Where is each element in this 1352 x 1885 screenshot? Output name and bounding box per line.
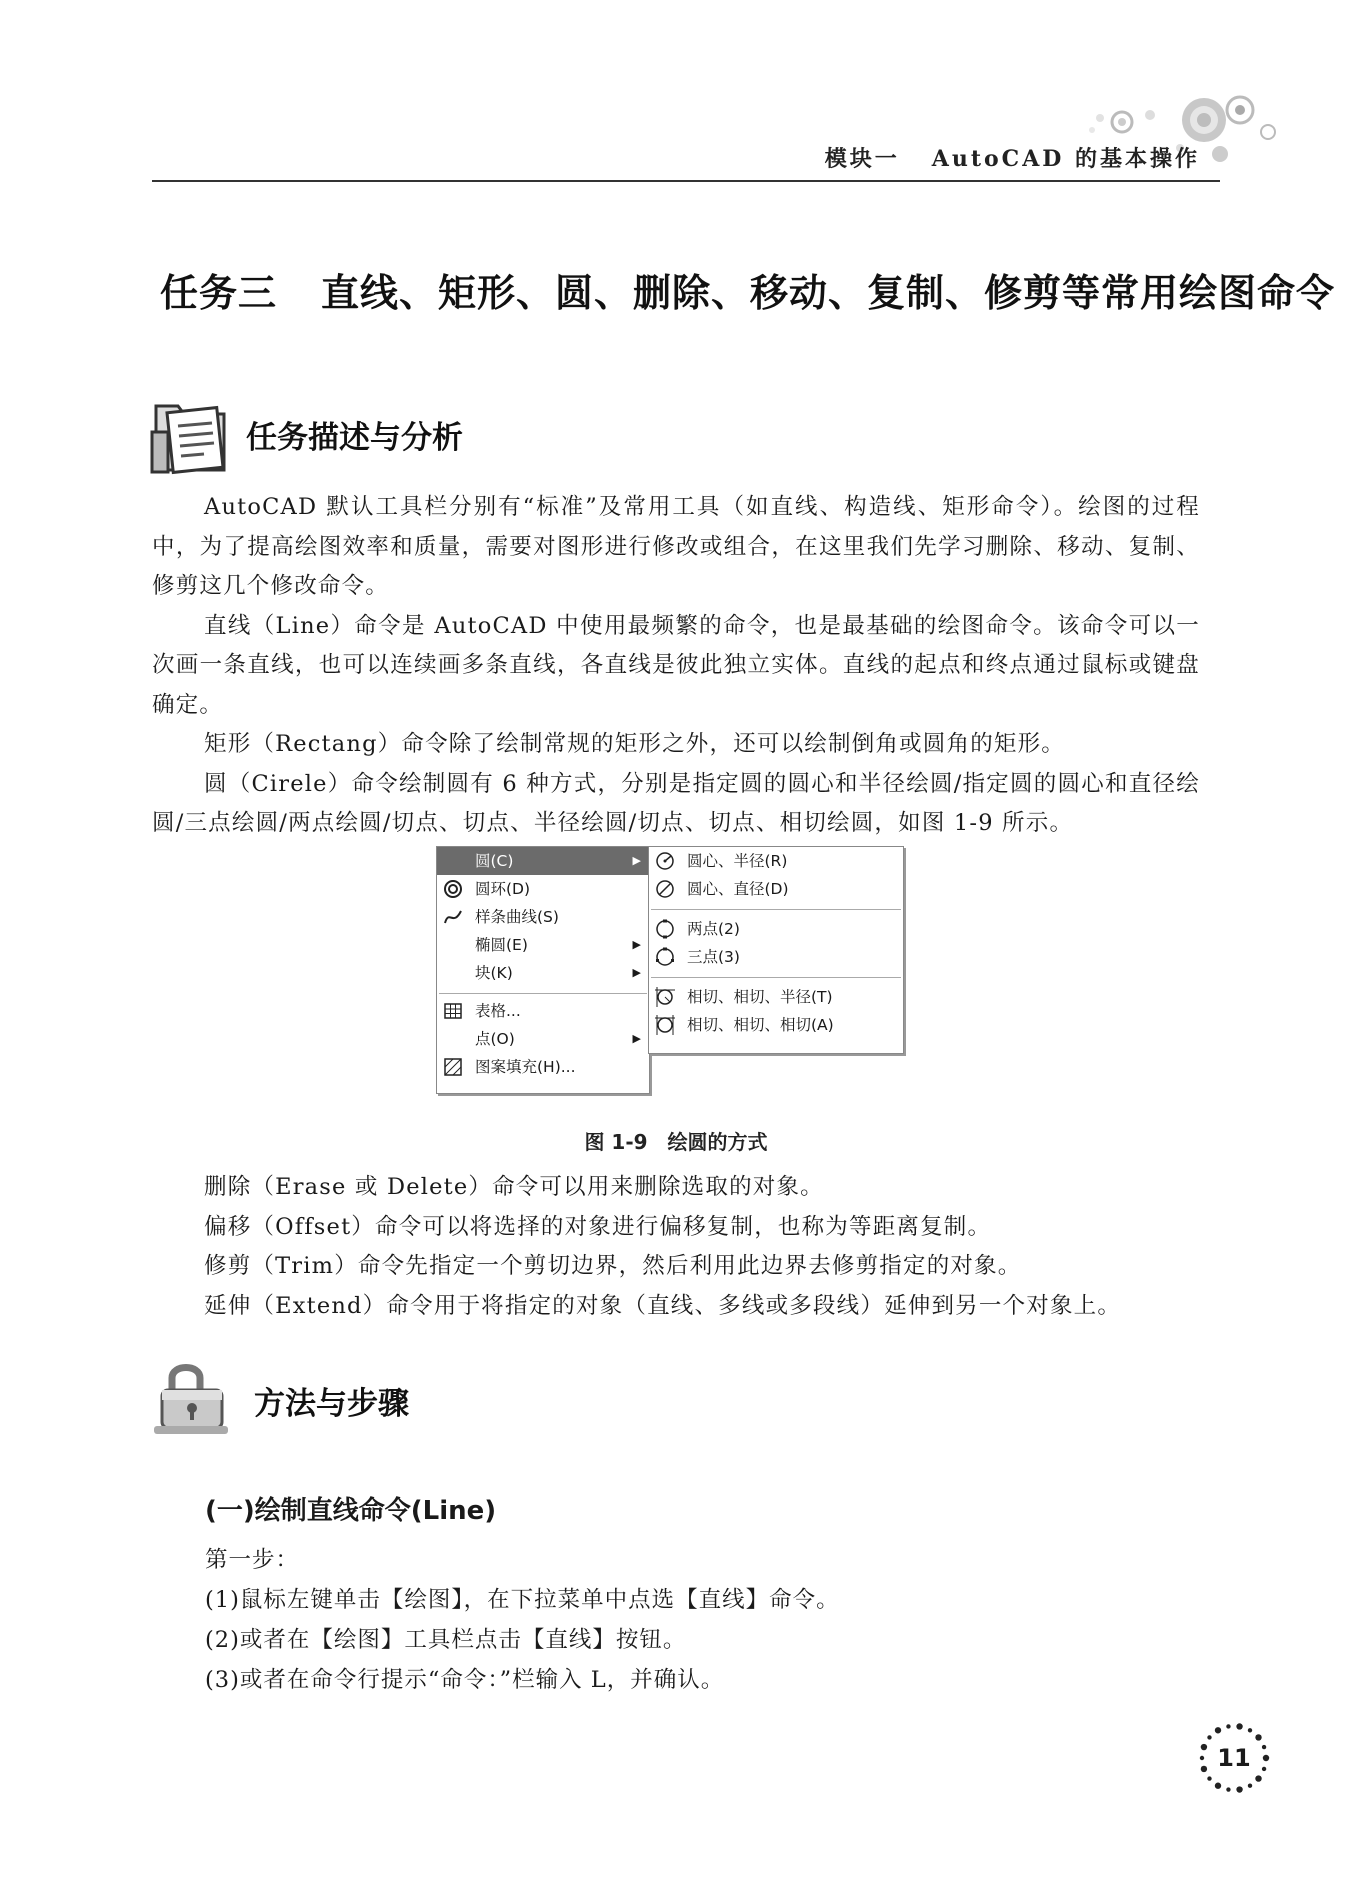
circle-ttr-icon — [655, 987, 675, 1007]
submenu-arrow-icon: ▶ — [632, 1032, 641, 1045]
circle-ttt-icon — [655, 1015, 675, 1035]
paragraph: 圆（Cirele）命令绘制圆有 6 种方式，分别是指定圆的圆心和半径绘圆/指定圆的圆心和直径绘圆/三点绘圆/两点绘圆/切点、切点、半径绘圆/切点、切点、相切绘圆，如图 1-9 所示。 — [152, 770, 1200, 836]
figure-caption: 图 1-9 绘圆的方式 — [584, 1130, 768, 1154]
submenu-item-2p[interactable] — [649, 915, 903, 943]
hatch-icon — [443, 1057, 463, 1077]
menu-item-label: 圆环(D) — [475, 880, 531, 898]
draw-menu — [436, 846, 650, 1094]
paragraph: 延伸（Extend）命令用于将指定的对象（直线、多线或多段线）延伸到另一个对象上。 — [204, 1292, 1122, 1319]
menu-item-point[interactable] — [437, 1025, 649, 1053]
submenu-item-label: 圆心、半径(R) — [687, 852, 788, 870]
submenu-item-ttt[interactable] — [649, 1011, 903, 1039]
menu-separator — [439, 993, 647, 994]
section1b-body — [152, 1168, 1200, 1326]
menu-item-donut[interactable] — [437, 875, 649, 903]
menu-item-label: 椭圆(E) — [475, 936, 528, 954]
step-line: (3)或者在命令行提示“命令：”栏输入 L，并确认。 — [205, 1667, 725, 1693]
header-module: 模块一 — [824, 146, 900, 172]
page-number-badge — [1196, 1720, 1272, 1796]
circle-menu-figure — [436, 846, 906, 1092]
task-title: 直线、矩形、圆、删除、移动、复制、修剪等常用绘图命令 — [321, 271, 1336, 315]
circle-center-diameter-icon — [655, 879, 675, 899]
menu-item-label: 圆(C) — [475, 852, 514, 870]
section-title-description: 任务描述与分析 — [246, 420, 463, 456]
paragraph: 偏移（Offset）命令可以将选择的对象进行偏移复制，也称为等距离复制。 — [204, 1213, 992, 1240]
step-line: (1)鼠标左键单击【绘图】，在下拉菜单中点选【直线】命令。 — [205, 1587, 840, 1613]
submenu-item-label: 相切、相切、半径(T) — [687, 988, 833, 1006]
menu-item-label: 样条曲线(S) — [475, 908, 559, 926]
spline-icon — [443, 907, 463, 927]
submenu-item-3p[interactable] — [649, 943, 903, 971]
header-title: AutoCAD 的基本操作 — [931, 146, 1200, 172]
steps-list — [205, 1540, 840, 1700]
step-line: (2)或者在【绘图】工具栏点击【直线】按钮。 — [205, 1627, 687, 1653]
paragraph: 删除（Erase 或 Delete）命令可以用来删除选取的对象。 — [204, 1174, 824, 1200]
submenu-item-center-radius[interactable] — [649, 847, 903, 875]
circle-center-radius-icon — [655, 851, 675, 871]
paragraph: 直线（Line）命令是 AutoCAD 中使用最频繁的命令，也是最基础的绘图命令。该命令可以一次画一条直线，也可以连续画多条直线，各直线是彼此独立实体。直线的起点和终点通过鼠标或键盘确定。 — [152, 612, 1200, 718]
circle-submenu — [648, 846, 904, 1054]
menu-item-table[interactable] — [437, 997, 649, 1025]
header-rule — [152, 180, 1220, 182]
table-icon — [443, 1001, 463, 1021]
section1-body — [152, 488, 1200, 844]
submenu-arrow-icon: ▶ — [632, 966, 641, 979]
submenu-item-label: 三点(3) — [687, 948, 740, 966]
menu-item-spline[interactable] — [437, 903, 649, 931]
circle-3p-icon — [655, 947, 675, 967]
paragraph: AutoCAD 默认工具栏分别有“标准”及常用工具（如直线、构造线、矩形命令）。绘图的过程中，为了提高绘图效率和质量，需要对图形进行修改或组合，在这里我们先学习删除、移动、复制、修剪这几个修改命令。 — [152, 494, 1200, 599]
submenu-item-center-diameter[interactable] — [649, 875, 903, 903]
menu-item-label: 块(K) — [475, 964, 513, 982]
paragraph: 修剪（Trim）命令先指定一个剪切边界，然后利用此边界去修剪指定的对象。 — [204, 1253, 1022, 1279]
menu-separator — [651, 977, 901, 978]
menu-item-ellipse[interactable] — [437, 931, 649, 959]
submenu-arrow-icon: ▶ — [632, 938, 641, 951]
circle-2p-icon — [655, 919, 675, 939]
submenu-arrow-icon: ▶ — [632, 854, 641, 867]
document-folder-icon — [148, 392, 232, 476]
menu-item-circle[interactable] — [437, 847, 649, 875]
submenu-item-label: 圆心、直径(D) — [687, 880, 789, 898]
subsection-title: (一)绘制直线命令(Line) — [205, 1496, 497, 1526]
menu-separator — [651, 909, 901, 910]
submenu-item-label: 两点(2) — [687, 920, 740, 938]
menu-item-hatch[interactable] — [437, 1053, 649, 1081]
section-title-method: 方法与步骤 — [254, 1386, 409, 1422]
submenu-item-label: 相切、相切、相切(A) — [687, 1016, 834, 1034]
step-line: 第一步： — [205, 1547, 300, 1573]
menu-item-label: 点(O) — [475, 1030, 515, 1048]
submenu-item-ttr[interactable] — [649, 983, 903, 1011]
padlock-icon — [148, 1356, 232, 1440]
menu-item-label: 图案填充(H)... — [475, 1058, 576, 1076]
menu-item-label: 表格... — [475, 1002, 521, 1020]
page-number: 11 — [1217, 1744, 1251, 1772]
task-heading — [160, 262, 1335, 317]
donut-icon — [443, 879, 463, 899]
menu-item-block[interactable] — [437, 959, 649, 987]
paragraph: 矩形（Rectang）命令除了绘制常规的矩形之外，还可以绘制倒角或圆角的矩形。 — [204, 731, 1066, 757]
running-header — [825, 142, 1200, 173]
task-number: 任务三 — [160, 271, 278, 315]
